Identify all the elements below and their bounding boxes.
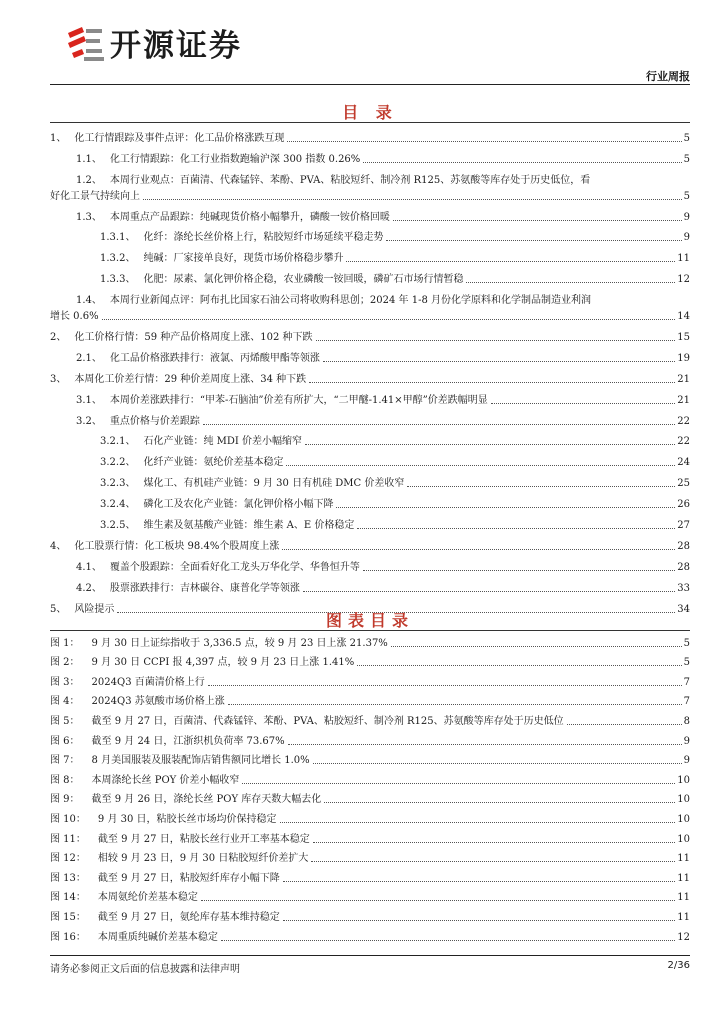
table-of-contents [50, 124, 690, 616]
toc-entry-page: 28 [677, 540, 690, 552]
figure-entry-page: 5 [683, 637, 690, 649]
toc-entry-label: 化工品价格涨跌排行：液氯、丙烯酸甲酯等领涨 [109, 352, 320, 364]
toc-leader-dots [309, 381, 675, 383]
figure-entry-label: 9 月 30 日上证综指收于 3,336.5 点，较 9 月 23 日上涨 21.37% [91, 637, 388, 649]
figure-entry[interactable] [50, 904, 690, 924]
figure-entry-page: 11 [677, 872, 690, 884]
toc-entry-page: 33 [677, 582, 690, 594]
figure-entry-number: 图 10： [50, 813, 86, 825]
figure-leader-dots [228, 703, 682, 705]
toc-entry[interactable] [50, 265, 690, 286]
toc-entry-page: 9 [683, 232, 690, 244]
figure-entry-page: 9 [683, 755, 690, 767]
toc-entry[interactable] [50, 166, 690, 187]
figure-leader-dots [391, 645, 682, 647]
figure-entry[interactable] [50, 708, 690, 728]
figure-entry-number: 图 8： [50, 774, 80, 786]
toc-entry-continued[interactable] [50, 307, 690, 323]
legal-disclaimer: 请务必参阅正文后面的信息披露和法律声明 [50, 964, 240, 975]
figure-entry[interactable] [50, 767, 690, 787]
toc-leader-dots [282, 548, 675, 550]
toc-entry-page: 5 [683, 132, 690, 144]
toc-entry-label: 磷化工及农化产业链：氯化钾价格小幅下降 [143, 499, 334, 511]
toc-entry-label: 化纤产业链：氨纶价差基本稳定 [143, 457, 284, 469]
toc-entry-page: 21 [677, 373, 690, 385]
figure-entry-label: 截至 9 月 26 日，涤纶长丝 POY 库存天数大幅去化 [91, 794, 322, 806]
toc-entry[interactable] [50, 428, 690, 449]
toc-entry-page: 21 [677, 394, 690, 406]
figure-entry-number: 图 9： [50, 794, 80, 806]
toc-entry-number: 1.3、 [76, 211, 102, 223]
toc-entry[interactable] [50, 344, 690, 365]
toc-entry[interactable] [50, 145, 690, 166]
toc-entry-label: 股票涨跌排行：吉林碳谷、康普化学等领涨 [109, 582, 300, 594]
figure-entry-number: 图 7： [50, 755, 80, 767]
toc-entry[interactable] [50, 448, 690, 469]
figure-entry-label: 8 月美国服装及服装配饰店销售额同比增长 1.0% [91, 755, 310, 767]
figure-entry[interactable] [50, 630, 690, 650]
toc-entry-number: 1.3.3、 [100, 274, 136, 286]
toc-entry-page: 26 [677, 499, 690, 511]
toc-entry-label: 化工行情跟踪及事件点评：化工品价格涨跌互现 [74, 132, 285, 144]
figure-entry-number: 图 1： [50, 637, 80, 649]
figure-entry-page: 9 [683, 735, 690, 747]
figure-entry-page: 11 [677, 911, 690, 923]
toc-leader-dots [286, 464, 675, 466]
toc-entry-label: 本周价差涨跌排行：“甲苯-石脑油”价差有所扩大，“二甲醚-1.41×甲醇”价差跌幅明显 [109, 394, 488, 406]
toc-leader-dots [143, 198, 682, 200]
figure-entry-label: 2024Q3 苏氨酸市场价格上涨 [91, 696, 225, 708]
toc-entry-page: 28 [677, 561, 690, 573]
figure-leader-dots [288, 743, 682, 745]
figure-entry-page: 5 [683, 657, 690, 669]
figure-entry-label: 本周氨纶价差基本稳定 [97, 892, 198, 904]
figure-entry-label: 截至 9 月 27 日，粘胶短纤库存小幅下降 [97, 872, 280, 884]
toc-entry[interactable] [50, 511, 690, 532]
toc-entry-page: 9 [683, 211, 690, 223]
toc-entry-label-continued: 好化工景气持续向上 [50, 190, 140, 202]
toc-leader-dots [323, 360, 675, 362]
figure-leader-dots [313, 841, 676, 843]
toc-entry-page: 24 [677, 457, 690, 469]
toc-entry-number: 2、 [50, 332, 67, 344]
figure-entry-page: 12 [677, 931, 690, 943]
toc-entry-page: 15 [677, 332, 690, 344]
figure-entry[interactable] [50, 728, 690, 748]
toc-entry-number: 3、 [50, 373, 67, 385]
figure-entry-label: 截至 9 月 27 日，氨纶库存基本维持稳定 [97, 911, 280, 923]
toc-entry[interactable] [50, 224, 690, 245]
toc-entry-number: 5、 [50, 603, 67, 615]
toc-entry[interactable] [50, 286, 690, 307]
toc-entry-number: 4、 [50, 540, 67, 552]
figure-entry-label: 本周重质纯碱价差基本稳定 [97, 931, 218, 943]
figure-entry[interactable] [50, 650, 690, 670]
toc-title: 目 录 [342, 103, 398, 122]
toc-entry[interactable] [50, 532, 690, 553]
figure-entry-number: 图 2： [50, 657, 80, 669]
toc-entry-page: 11 [677, 253, 690, 265]
toc-entry-label: 本周行业新闻点评：阿布扎比国家石油公司将收购科思创；2024 年 1-8 月份化学原料和化学制品制造业利润 [109, 295, 591, 307]
toc-entry-label: 覆盖个股跟踪：全面看好化工龙头万华化学、华鲁恒升等 [109, 561, 360, 573]
toc-leader-dots [357, 527, 675, 529]
toc-entry-page: 34 [677, 603, 690, 615]
figure-entry[interactable] [50, 826, 690, 846]
figure-leader-dots [313, 762, 682, 764]
figure-entry-number: 图 15： [50, 911, 86, 923]
toc-entry[interactable] [50, 244, 690, 265]
figure-entry[interactable] [50, 885, 690, 905]
figure-entry-page: 7 [683, 676, 690, 688]
toc-entry[interactable] [50, 574, 690, 595]
toc-leader-dots [346, 260, 675, 262]
figure-entry-label: 2024Q3 百菌清价格上行 [91, 676, 205, 688]
figure-entry-number: 图 4： [50, 696, 80, 708]
toc-entry-number: 1.2、 [76, 174, 102, 186]
toc-entry[interactable] [50, 203, 690, 224]
figure-leader-dots [567, 723, 682, 725]
toc-entry-number: 1.3.2、 [100, 253, 136, 265]
toc-leader-dots [363, 569, 675, 571]
toc-entry-label: 本周行业观点：百菌清、代森锰锌、苯酚、PVA、粘胶短纤、制冷剂 R125、苏氨酸等库存处于历史低位，看 [109, 174, 591, 186]
figure-entry-number: 图 5： [50, 715, 80, 727]
figure-entry-label: 截至 9 月 27 日，百菌清、代森锰锌、苯酚、PVA、粘胶短纤、制冷剂 R125、苏氨酸等库存处于历史低位 [91, 715, 564, 727]
toc-entry-number: 1、 [50, 132, 67, 144]
figure-leader-dots [283, 919, 676, 921]
toc-entry-page: 22 [677, 436, 690, 448]
page-header [50, 18, 690, 90]
figure-entry[interactable] [50, 748, 690, 768]
figure-entry[interactable] [50, 787, 690, 807]
toc-entry-label: 本周重点产品跟踪：纯碱现货价格小幅攀升，磷酸一铵价格回暖 [109, 211, 390, 223]
toc-entry-page: 12 [677, 274, 690, 286]
toc-leader-dots [386, 239, 681, 241]
figure-leader-dots [221, 939, 675, 941]
figure-entry[interactable] [50, 924, 690, 944]
figure-entry-label: 相较 9 月 23 日，9 月 30 日粘胶短纤价差扩大 [97, 853, 309, 865]
figure-entry-number: 图 11： [50, 833, 86, 845]
figure-entry-number: 图 16： [50, 931, 86, 943]
toc-entry-number: 4.2、 [76, 582, 102, 594]
toc-leader-dots [287, 140, 681, 142]
document-type: 行业周报 [646, 70, 690, 83]
figure-entry-number: 图 3： [50, 676, 80, 688]
toc-entry[interactable] [50, 553, 690, 574]
toc-entry-page: 5 [683, 190, 690, 202]
toc-entry-label: 石化产业链：纯 MDI 价差小幅缩窄 [143, 436, 303, 448]
toc-leader-dots [102, 318, 676, 320]
toc-entry[interactable] [50, 365, 690, 386]
toc-leader-dots [407, 485, 675, 487]
page-number: 2/36 [667, 960, 690, 971]
toc-entry-label: 纯碱：厂家接单良好，现货市场价格稳步攀升 [143, 253, 344, 265]
toc-entry-number: 3.2、 [76, 415, 102, 427]
figure-list [50, 630, 690, 944]
toc-entry-number: 1.4、 [76, 295, 102, 307]
toc-leader-dots [303, 590, 675, 592]
figure-entry-page: 10 [677, 774, 690, 786]
header-rule [50, 84, 690, 85]
toc-leader-dots [305, 443, 675, 445]
toc-leader-dots [316, 339, 676, 341]
toc-entry-number: 3.1、 [76, 394, 102, 406]
toc-entry-label: 维生素及氨基酸产业链：维生素 A、E 价格稳定 [143, 520, 355, 532]
figure-entry-number: 图 12： [50, 853, 86, 865]
toc-entry-page: 5 [683, 153, 690, 165]
figure-entry-page: 11 [677, 853, 690, 865]
toc-entry-label: 化工价格行情：59 种产品价格周度上涨、102 种下跌 [74, 332, 313, 344]
toc-entry[interactable] [50, 386, 690, 407]
toc-entry-number: 2.1、 [76, 352, 102, 364]
figure-entry[interactable] [50, 806, 690, 826]
company-name: 开源证券 [110, 28, 242, 64]
toc-entry[interactable] [50, 407, 690, 428]
toc-entry-number: 3.2.5、 [100, 520, 136, 532]
toc-entry-page: 25 [677, 478, 690, 490]
figure-entry-number: 图 13： [50, 872, 86, 884]
toc-entry-label: 化纤：涤纶长丝价格上行，粘胶短纤市场延续平稳走势 [143, 232, 384, 244]
figure-leader-dots [324, 801, 675, 803]
toc-leader-dots [393, 219, 682, 221]
toc-entry-number: 3.2.4、 [100, 499, 136, 511]
toc-entry-page: 27 [677, 520, 690, 532]
toc-title-rule [50, 122, 690, 123]
figure-leader-dots [283, 880, 676, 882]
toc-entry-page: 19 [677, 352, 690, 364]
figure-entry[interactable] [50, 689, 690, 709]
figure-leader-dots [311, 860, 675, 862]
toc-leader-dots [363, 161, 681, 163]
toc-entry[interactable] [50, 323, 690, 344]
company-logo [62, 20, 242, 65]
toc-leader-dots [203, 423, 675, 425]
toc-leader-dots [466, 281, 675, 283]
toc-entry-label: 化工行情跟踪：化工行业指数跑输沪深 300 指数 0.26% [109, 153, 361, 165]
figure-entry[interactable] [50, 669, 690, 689]
figure-entry-page: 10 [677, 813, 690, 825]
figure-entry-page: 8 [683, 715, 690, 727]
figure-leader-dots [357, 664, 681, 666]
toc-entry-number: 3.2.3、 [100, 478, 136, 490]
toc-entry[interactable] [50, 124, 690, 145]
toc-entry-page: 14 [677, 311, 690, 323]
toc-entry[interactable] [50, 469, 690, 490]
toc-entry-number: 1.3.1、 [100, 232, 136, 244]
figure-entry-label: 截至 9 月 27 日，粘胶长丝行业开工率基本稳定 [97, 833, 310, 845]
figure-leader-dots [201, 899, 675, 901]
figure-leader-dots [208, 684, 682, 686]
figure-entry-label: 9 月 30 日 CCPI 报 4,397 点，较 9 月 23 日上涨 1.41% [91, 657, 355, 669]
figure-entry-label: 9 月 30 日，粘胶长丝市场均价保持稳定 [97, 813, 277, 825]
figure-leader-dots [280, 821, 676, 823]
toc-entry-number: 3.2.1、 [100, 436, 136, 448]
figure-entry-page: 10 [677, 833, 690, 845]
figure-entry-number: 图 6： [50, 735, 80, 747]
figure-entry-page: 11 [677, 892, 690, 904]
figure-entry-page: 10 [677, 794, 690, 806]
toc-entry-label: 风险提示 [74, 603, 115, 615]
figure-entry-label: 本周涤纶长丝 POY 价差小幅收窄 [91, 774, 240, 786]
toc-entry-label-continued: 增长 0.6% [50, 311, 99, 323]
toc-entry-label: 本周化工价差行情：29 种价差周度上涨、34 种下跌 [74, 373, 307, 385]
figure-entry-label: 截至 9 月 24 日，江浙织机负荷率 73.67% [91, 735, 285, 747]
toc-entry-number: 3.2.2、 [100, 457, 136, 469]
toc-entry-number: 4.1、 [76, 561, 102, 573]
toc-entry-label: 化肥：尿素、氯化钾价格企稳，农业磷酸一铵回暖，磷矿石市场行情暂稳 [143, 274, 464, 286]
kaiyuan-logo-icon [62, 21, 106, 65]
toc-entry-number: 1.1、 [76, 153, 102, 165]
figure-entry-number: 图 14： [50, 892, 86, 904]
figure-list-title: 图表目录 [325, 611, 414, 630]
figure-entry-page: 7 [683, 696, 690, 708]
toc-entry-label: 煤化工、有机硅产业链：9 月 30 日有机硅 DMC 价差收窄 [143, 478, 405, 490]
toc-entry[interactable] [50, 490, 690, 511]
figure-leader-dots [242, 782, 675, 784]
toc-entry-label: 化工股票行情：化工板块 98.4%个股周度上涨 [74, 540, 280, 552]
toc-leader-dots [336, 506, 675, 508]
toc-entry-label: 重点价格与价差跟踪 [109, 415, 200, 427]
toc-leader-dots [491, 402, 676, 404]
toc-entry-page: 22 [677, 415, 690, 427]
figure-entry[interactable] [50, 846, 690, 866]
figure-entry[interactable] [50, 865, 690, 885]
toc-entry-continued[interactable] [50, 187, 690, 203]
footer-rule [50, 955, 690, 956]
